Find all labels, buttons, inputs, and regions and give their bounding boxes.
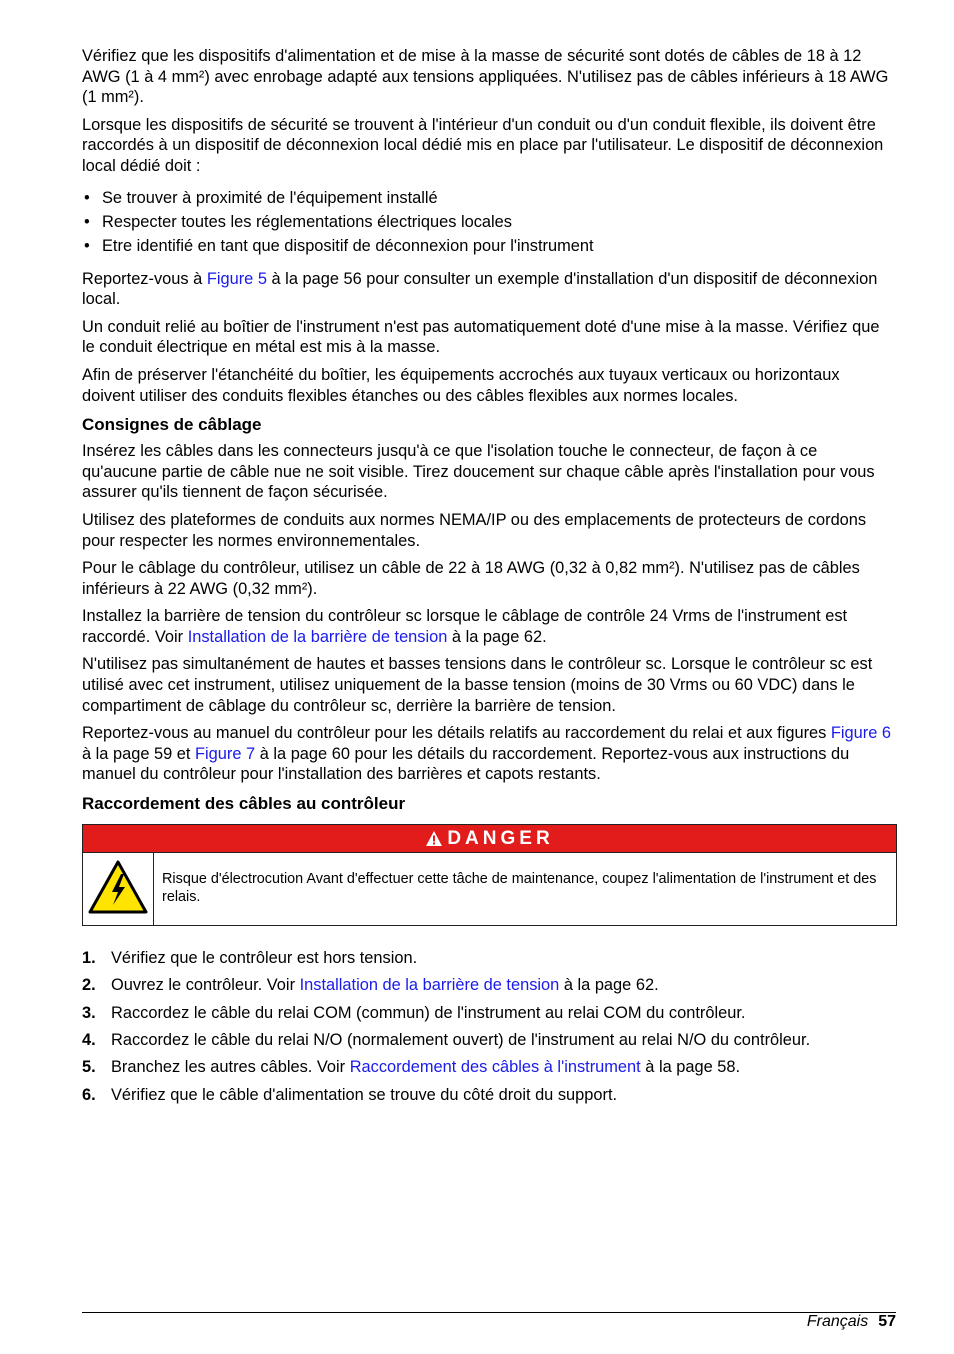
- paragraph-awg: Pour le câblage du contrôleur, utilisez un câble de 22 à 18 AWG (0,32 à 0,82 mm²). N'utilisez pas de câbles inférieurs à 22 AWG (0,32 mm²).: [82, 559, 860, 598]
- step-number: 3.: [82, 1003, 96, 1022]
- step-number: 1.: [82, 949, 96, 968]
- connection-steps: [82, 948, 896, 1104]
- step-item: 5. Branchez les autres câbles. Voir Raccordement des câbles à l'instrument à la page 58.: [82, 1058, 741, 1077]
- figure6-link[interactable]: Figure 6: [830, 724, 892, 743]
- page-content: [82, 46, 896, 1112]
- bullet-symbol: •: [84, 188, 90, 207]
- bullet-symbol: •: [84, 212, 90, 231]
- list-item-text: Respecter toutes les réglementations électriques locales: [102, 212, 512, 231]
- figure5-link[interactable]: Figure 5: [206, 269, 267, 288]
- step-item: 3. Raccordez le câble du relai COM (commun) de l'instrument au relai COM du contrôleur.: [82, 1003, 746, 1022]
- barrier-install-link-step[interactable]: Installation de la barrière de tension: [299, 976, 560, 995]
- warning-triangle-icon: [425, 828, 443, 855]
- list-item-text: Etre identifié en tant que dispositif de déconnexion pour l'instrument: [102, 236, 594, 255]
- list-item-text: Se trouver à proximité de l'équipement installé: [102, 188, 438, 207]
- paragraph-controller-manual: Reportez-vous au manuel du contrôleur pour les détails relatifs au raccordement du relai et aux figures Figure 6 à la page 59 et Figure 7 à la page 60 pour les détails du raccordement. Reportez-vous aux instructions du manuel du contrôleur pour l'installation des barrières et capots restants.: [82, 724, 892, 784]
- list-item: [82, 212, 896, 232]
- step-number: 4.: [82, 1030, 96, 1049]
- barrier-install-link[interactable]: Installation de la barrière de tension: [187, 627, 448, 646]
- heading-wiring-guidelines: Consignes de câblage: [82, 415, 262, 435]
- list-item: [82, 236, 896, 256]
- step-item: 1. Vérifiez que le contrôleur est hors tension.: [82, 949, 418, 968]
- paragraph-insert-cables: Insérez les câbles dans les connecteurs jusqu'à ce que l'isolation touche le connecteur, de façon à ce qu'aucune partie de câble nue ne soit visible. Tirez doucement sur chaque câble après l'installation pour vous assurer qu'ils tiennent de façon sécurisée.: [82, 442, 875, 502]
- step-number: 5.: [82, 1058, 96, 1077]
- instrument-wiring-link[interactable]: Raccordement des câbles à l'instrument: [349, 1058, 641, 1077]
- step-number: 6.: [82, 1085, 96, 1104]
- step-item: 4. Raccordez le câble du relai N/O (normalement ouvert) de l'instrument au relai N/O du contrôleur.: [82, 1030, 811, 1049]
- page-footer: [807, 1312, 896, 1332]
- paragraph-nema: Utilisez des plateformes de conduits aux normes NEMA/IP ou des emplacements de protecteurs de cordons pour respecter les normes environnementales.: [82, 510, 867, 550]
- electrical-hazard-icon: [87, 859, 149, 920]
- danger-header: [83, 825, 896, 852]
- paragraph-seal: Afin de préserver l'étanchéité du boîtier, les équipements accrochés aux tuyaux verticaux ou horizontaux doivent utiliser des conduits flexibles étanches ou des câbles flexibles aux normes locales.: [82, 365, 840, 405]
- danger-message: Risque d'électrocution Avant d'effectuer cette tâche de maintenance, coupez l'alimentation de l'instrument et des relais.: [162, 871, 877, 906]
- paragraph-voltage-barrier: Installez la barrière de tension du contrôleur sc lorsque le câblage de contrôle 24 Vrms de l'instrument est raccordé. Voir Installation de la barrière de tension à la page 62.: [82, 607, 848, 646]
- bullet-symbol: •: [84, 236, 90, 255]
- paragraph-voltage-mixing: N'utilisez pas simultanément de hautes et basses tensions dans le contrôleur sc. Lorsque le contrôleur sc est utilisé avec cet instrument, utilisez uniquement de la basse tension (moins de 30 Vrms ou 60 VDC) dans le compartiment de câblage du contrôleur sc, derrière la barrière de tension.: [82, 655, 873, 715]
- list-item: [82, 188, 896, 208]
- footer-language: Français: [806, 1313, 869, 1330]
- footer-divider: [82, 1312, 896, 1313]
- disconnect-requirements-list: [82, 188, 896, 256]
- figure7-link[interactable]: Figure 7: [195, 744, 256, 763]
- step-number: 2.: [82, 976, 96, 995]
- step-item: 2. Ouvrez le contrôleur. Voir Installation de la barrière de tension à la page 62.: [82, 976, 659, 995]
- paragraph-disconnect: Lorsque les dispositifs de sécurité se trouvent à l'intérieur d'un conduit ou d'un conduit flexible, ils doivent être raccordés à un dispositif de déconnexion local dédié mis en place par l'utilisateur. Le dispositif de déconnexion local dédié doit :: [82, 115, 884, 175]
- paragraph-grounding-wire: Vérifiez que les dispositifs d'alimentation et de mise à la masse de sécurité sont dotés de câbles de 18 à 12 AWG (1 à 4 mm²) avec enrobage adapté aux tensions appliquées. N'utilisez pas de câbles inférieurs à 18 AWG (1 mm²).: [82, 47, 889, 107]
- danger-title: DANGER: [447, 828, 554, 850]
- paragraph-conduit-ground: Un conduit relié au boîtier de l'instrument n'est pas automatiquement doté d'une mise à la masse. Vérifiez que le conduit électrique en métal est mis à la masse.: [82, 317, 880, 357]
- danger-box: [82, 824, 897, 926]
- page-number: 57: [878, 1313, 896, 1330]
- step-item: 6. Vérifiez que le câble d'alimentation se trouve du côté droit du support.: [82, 1085, 618, 1104]
- paragraph-figure5-ref: Reportez-vous à Figure 5 à la page 56 pour consulter un exemple d'installation d'un dispositif de déconnexion local.: [82, 269, 878, 309]
- heading-connect-controller: Raccordement des câbles au contrôleur: [82, 794, 406, 814]
